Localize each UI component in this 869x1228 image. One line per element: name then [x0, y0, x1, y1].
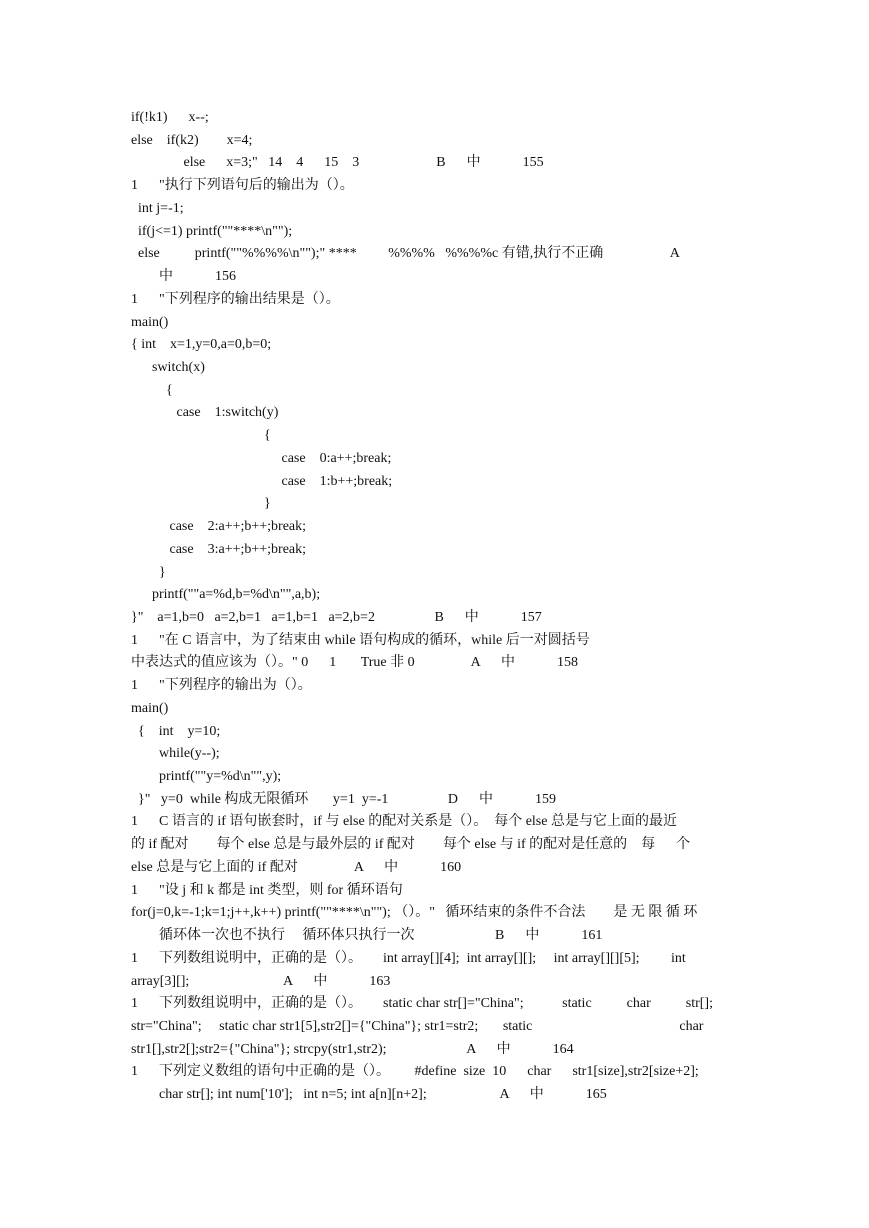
text-line: else if(k2) x=4;	[131, 133, 253, 148]
text-line: else printf(""%%%%\n"");" **** %%%% %%%%c 有错,执行不正确 A	[131, 246, 680, 261]
text-line: {	[131, 428, 271, 443]
text-line: 1 "下列程序的输出结果是（）。	[131, 292, 340, 307]
text-line: main()	[131, 315, 169, 330]
text-line: }" a=1,b=0 a=2,b=1 a=1,b=1 a=2,b=2 B 中 157	[131, 610, 542, 625]
text-line: {	[131, 383, 173, 398]
text-line: printf(""a=%d,b=%d\n"",a,b);	[131, 587, 321, 602]
text-line: array[3][]; A 中 163	[131, 974, 391, 989]
text-line: case 0:a++;break;	[131, 451, 392, 466]
text-line: 中 156	[131, 269, 236, 284]
text-line: 1 "执行下列语句后的输出为（）。	[131, 178, 354, 193]
text-line: 1 下列数组说明中，正确的是（）。 int array[][4]; int array[][]; int array[][][5]; int	[131, 951, 686, 966]
text-line: }	[131, 496, 271, 511]
text-line: 的 if 配对 每个 else 总是与最外层的 if 配对 每个 else 与 if 的配对是任意的 每 个	[131, 837, 691, 852]
text-line: 1 下列数组说明中，正确的是（）。 static char str[]="China"; static char str[];	[131, 996, 713, 1011]
text-line: if(!k1) x--;	[131, 110, 209, 125]
text-line: char str[]; int num['10']; int n=5; int a[n][n+2]; A 中 165	[131, 1087, 607, 1102]
text-line: switch(x)	[131, 360, 205, 375]
text-line: str1[],str2[];str2={"China"}; strcpy(str1,str2); A 中 164	[131, 1042, 574, 1057]
text-line: 1 C 语言的 if 语句嵌套时，if 与 else 的配对关系是（）。 每个 else 总是与它上面的最近	[131, 814, 677, 829]
text-line: case 1:switch(y)	[131, 405, 279, 420]
text-line: for(j=0,k=-1;k=1;j++,k++) printf(""****\n""); （）。" 循环结束的条件不合法 是 无 限 循 环	[131, 905, 698, 920]
text-line: 1 "设 j 和 k 都是 int 类型，则 for 循环语句	[131, 883, 403, 898]
text-line: { int x=1,y=0,a=0,b=0;	[131, 337, 272, 352]
text-line: else 总是与它上面的 if 配对 A 中 160	[131, 860, 462, 875]
text-line: }	[131, 565, 166, 580]
text-line: 循环体一次也不执行 循环体只执行一次 B 中 161	[131, 928, 603, 943]
text-line: str="China"; static char str1[5],str2[]={"China"}; str1=str2; static char	[131, 1019, 704, 1034]
text-line: main()	[131, 701, 169, 716]
text-line: 中表达式的值应该为（）。" 0 1 True 非 0 A 中 158	[131, 655, 578, 670]
text-line: else x=3;" 14 4 15 3 B 中 155	[131, 155, 544, 170]
text-line: }" y=0 while 构成无限循环 y=1 y=-1 D 中 159	[131, 792, 556, 807]
text-line: case 2:a++;b++;break;	[131, 519, 307, 534]
text-line: while(y--);	[131, 746, 220, 761]
text-line: { int y=10;	[131, 724, 221, 739]
text-line: printf(""y=%d\n"",y);	[131, 769, 282, 784]
text-line: 1 下列定义数组的语句中正确的是（）。 #define size 10 char str1[size],str2[size+2];	[131, 1064, 699, 1079]
text-line: case 3:a++;b++;break;	[131, 542, 307, 557]
text-line: 1 "下列程序的输出为（）。	[131, 678, 312, 693]
text-line: case 1:b++;break;	[131, 474, 393, 489]
text-line: 1 "在 C 语言中，为了结束由 while 语句构成的循环，while 后一对圆括号	[131, 633, 590, 648]
text-line: int j=-1;	[131, 201, 184, 216]
text-line: if(j<=1) printf(""****\n"");	[131, 224, 293, 239]
